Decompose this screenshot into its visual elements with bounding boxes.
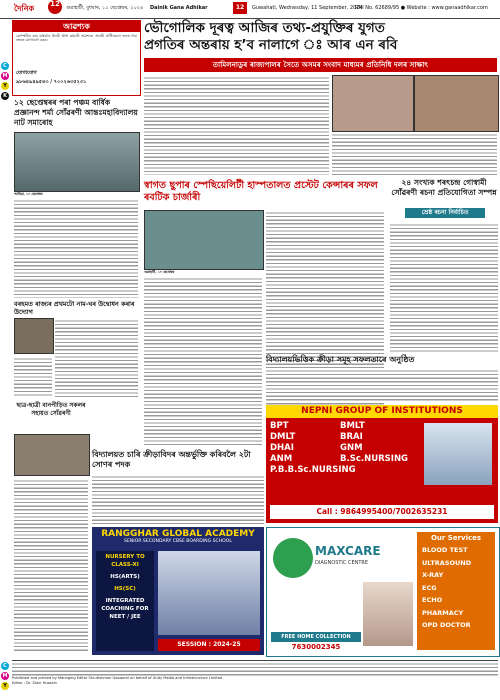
nepni-title: NEPNI GROUP OF INSTITUTIONS: [266, 405, 498, 418]
cmyk-marks-top: [0, 62, 10, 102]
cmyk-marks-bottom: [0, 662, 10, 692]
classified-title: আৱশ্যক: [13, 21, 140, 32]
nepni-courses: [266, 418, 424, 479]
nepni-ad: [266, 405, 498, 523]
event-headline: বৰহমত ৰাজ্যৰ প্ৰথমটো নাম-ঘৰ উদ্বোধন কৰাৰ উদ্যোগ: [14, 300, 135, 316]
rangghar-title: RANGGHAR GLOBAL ACADEMY: [101, 529, 255, 539]
rangghar-item: HS(ARTS): [110, 574, 140, 580]
classified-contact-label: যোগাযোগ: [16, 70, 37, 76]
service-item: BLOOD TEST: [422, 546, 468, 554]
photo-captions: [332, 132, 497, 175]
center-story-headline: স্বাগত ছুপাৰ স্পেছিয়েলিটী হাস্পতালত প্ৰস্টেট কেন্সাৰৰ সফল ৰবটিক চাৰ্জাৰী: [144, 180, 378, 203]
main-headline-band: তামিলনাডুৰ ৰাজ্যপালৰ সৈতে অসমৰ সংবাদ মাধ্যমৰ প্ৰতিনিধি দলৰ সাক্ষাৎ: [144, 58, 497, 72]
rangghar-item: INTEGRATED COACHING FOR NEET / JEE: [101, 598, 149, 620]
service-item: X-RAY: [422, 571, 444, 579]
maxcare-services: [417, 532, 495, 650]
sports-headline: বিদ্যালয়ভিত্তিক ক্ৰীড়া সমূহ সফলতাৰে অনুষ্ঠিত: [266, 355, 415, 364]
maxcare-tagline: DIAGNOSTIC CENTRE: [315, 560, 369, 566]
paper-title: Dainik Gana Adhikar: [150, 5, 208, 11]
footer-line1: Published and printed by Managing Editor Shrutishman Goswami on behalf of Unity Media and Infrastructure Limited.: [12, 676, 224, 680]
maxcare-photo: [363, 582, 413, 646]
classified-body: কোম্পানীত কাম কৰিবলৈ উদ্যমী বিক্ৰি কৰ্মচাৰী আৱশ্যক। আগ্ৰহী প্ৰাৰ্থীসকলে তলত দিয়া নম্বৰত যোগাযোগ কৰক।: [16, 34, 137, 43]
right-story-body: [390, 222, 498, 352]
center-story-photo: [144, 210, 264, 270]
footer-line2: Editor : Dr. Zakir Hussain: [12, 681, 57, 685]
bottom-left-headline: ছাত্ৰ-ছাত্ৰী বানপীড়িত সকলৰ সহায়ত সোঁৱৰণী: [16, 402, 86, 417]
course-item: P.B.B.Sc.NURSING: [270, 465, 356, 475]
main-headline-line2: প্ৰগতিৰ অন্তৰায় হ’ব নালাগে ঃ আৰ এন ৰবি: [144, 37, 398, 53]
bottom-left-photo: [14, 434, 90, 476]
course-item: BRAI: [340, 432, 363, 442]
magenta-mark: M: [2, 673, 8, 679]
center-story-body-1: [144, 276, 262, 446]
course-item: DHAI: [270, 443, 294, 453]
left-story-photo: [14, 132, 140, 192]
rangghar-item: NURSERY TO CLASS-XI: [105, 554, 145, 568]
rangghar-subtitle: SENIOR SECONDARY CBSE BOARDING SCHOOL: [124, 539, 232, 544]
main-headline-line1: ভৌগোলিক দূৰত্ব আজিৰ তথ্য-প্ৰযুক্তিৰ যুগত: [144, 20, 385, 36]
classified-ad: [12, 20, 141, 96]
school-body: [92, 474, 264, 524]
course-item: B.Sc.NURSING: [340, 454, 409, 464]
cyan-mark: C: [1, 662, 9, 670]
masthead: [0, 0, 500, 19]
rni-website: RNI No. 62689/95 ● Website : www.ganaadhikar.com: [355, 5, 488, 11]
rangghar-courses: [96, 551, 154, 651]
main-story-photo-1: [332, 75, 414, 132]
left-story-headline: ১২ ছেপ্তেম্বৰৰ পৰা পঞ্চম বাৰ্ষিক প্ৰজ্ঞানন্দ শৰ্মা সোঁৱৰণী আন্তঃমহাবিদ্যালয় নাট সমাৰোহ: [14, 98, 138, 127]
black-mark: K: [1, 92, 9, 100]
course-item: GNM: [340, 443, 363, 453]
maxcare-logo-icon: [273, 538, 313, 578]
service-item: ULTRASOUND: [422, 558, 472, 567]
rangghar-photo: [158, 551, 260, 635]
yellow-mark: Y: [1, 82, 9, 90]
course-item: DMLT: [270, 432, 296, 442]
nepni-building-photo: [424, 423, 492, 485]
right-story-headline: ২৪ সংখ্যক শৰৎচন্দ্ৰ গোস্বামী সোঁৱৰণী ৰচনা প্ৰতিযোগিতা সম্পন্ন: [391, 178, 497, 197]
maxcare-ad: [266, 527, 500, 657]
date-local: গুৱাহাটী, বুধবাৰ, ১১ ছেপ্তেম্বৰ, ২০২৪: [66, 5, 144, 11]
maxcare-name: MAXCARE: [315, 544, 381, 558]
center-story-byline: গুৱাহাটী, ১০ ছেপ্তেম্বৰ: [144, 270, 175, 274]
rangghar-item: HS(SC): [114, 586, 136, 592]
course-item: ANM: [270, 454, 293, 464]
magenta-mark: M: [2, 73, 8, 79]
page-number: 12: [48, 0, 62, 14]
right-story-subheadline: শ্ৰেষ্ঠ ৰচনা নিৰ্বাচিত: [405, 208, 485, 218]
left-story-body: [14, 198, 138, 298]
nepni-call: Call : 9864995400/7002635231: [270, 505, 494, 519]
main-story-body: [144, 75, 329, 175]
imprint-footer: [12, 660, 498, 697]
main-headline: [144, 20, 497, 54]
course-item: BMLT: [340, 421, 365, 431]
maxcare-phone: 7630002345: [291, 643, 341, 651]
yellow-mark: Y: [1, 682, 9, 690]
services-title: Our Services: [430, 534, 482, 542]
paper-logo: দৈনিক: [14, 3, 35, 13]
maxcare-free-home: FREE HOME COLLECTION: [271, 632, 361, 642]
sports-body: [266, 368, 498, 402]
rangghar-ad: [92, 527, 264, 655]
rangghar-session: SESSION : 2024-25: [158, 639, 260, 651]
bottom-left-body: [14, 478, 88, 653]
service-item: ECHO: [422, 596, 443, 604]
date-english: Guwahati, Wednesday, 11 September, 2024: [252, 5, 363, 11]
event-photo: [14, 318, 54, 354]
page-number-badge: 12: [233, 2, 247, 14]
event-body-2: [14, 356, 52, 398]
service-item: ECG: [422, 583, 437, 592]
left-story-byline: আৰিয়া, ১০ ছেপ্তেম্বৰ: [14, 192, 43, 196]
cyan-mark: C: [1, 62, 9, 70]
service-item: OPD DOCTOR: [422, 621, 471, 629]
main-story-photo-2: [414, 75, 499, 132]
service-item: PHARMACY: [422, 608, 464, 617]
school-headline: বিদ্যালয়ত চাৰি ক্ৰীড়াবিদৰ অন্তৰ্ভুক্তি কৰিবলৈ ২টা সোণৰ পদক: [92, 450, 251, 469]
footer-notice: [12, 661, 498, 676]
event-body: [55, 318, 138, 398]
classified-phones: ৯৮৬৪৯৪৯৫৪৩ / ৭০০২৬৩৫২৩১: [16, 79, 87, 85]
course-item: BPT: [270, 421, 289, 431]
